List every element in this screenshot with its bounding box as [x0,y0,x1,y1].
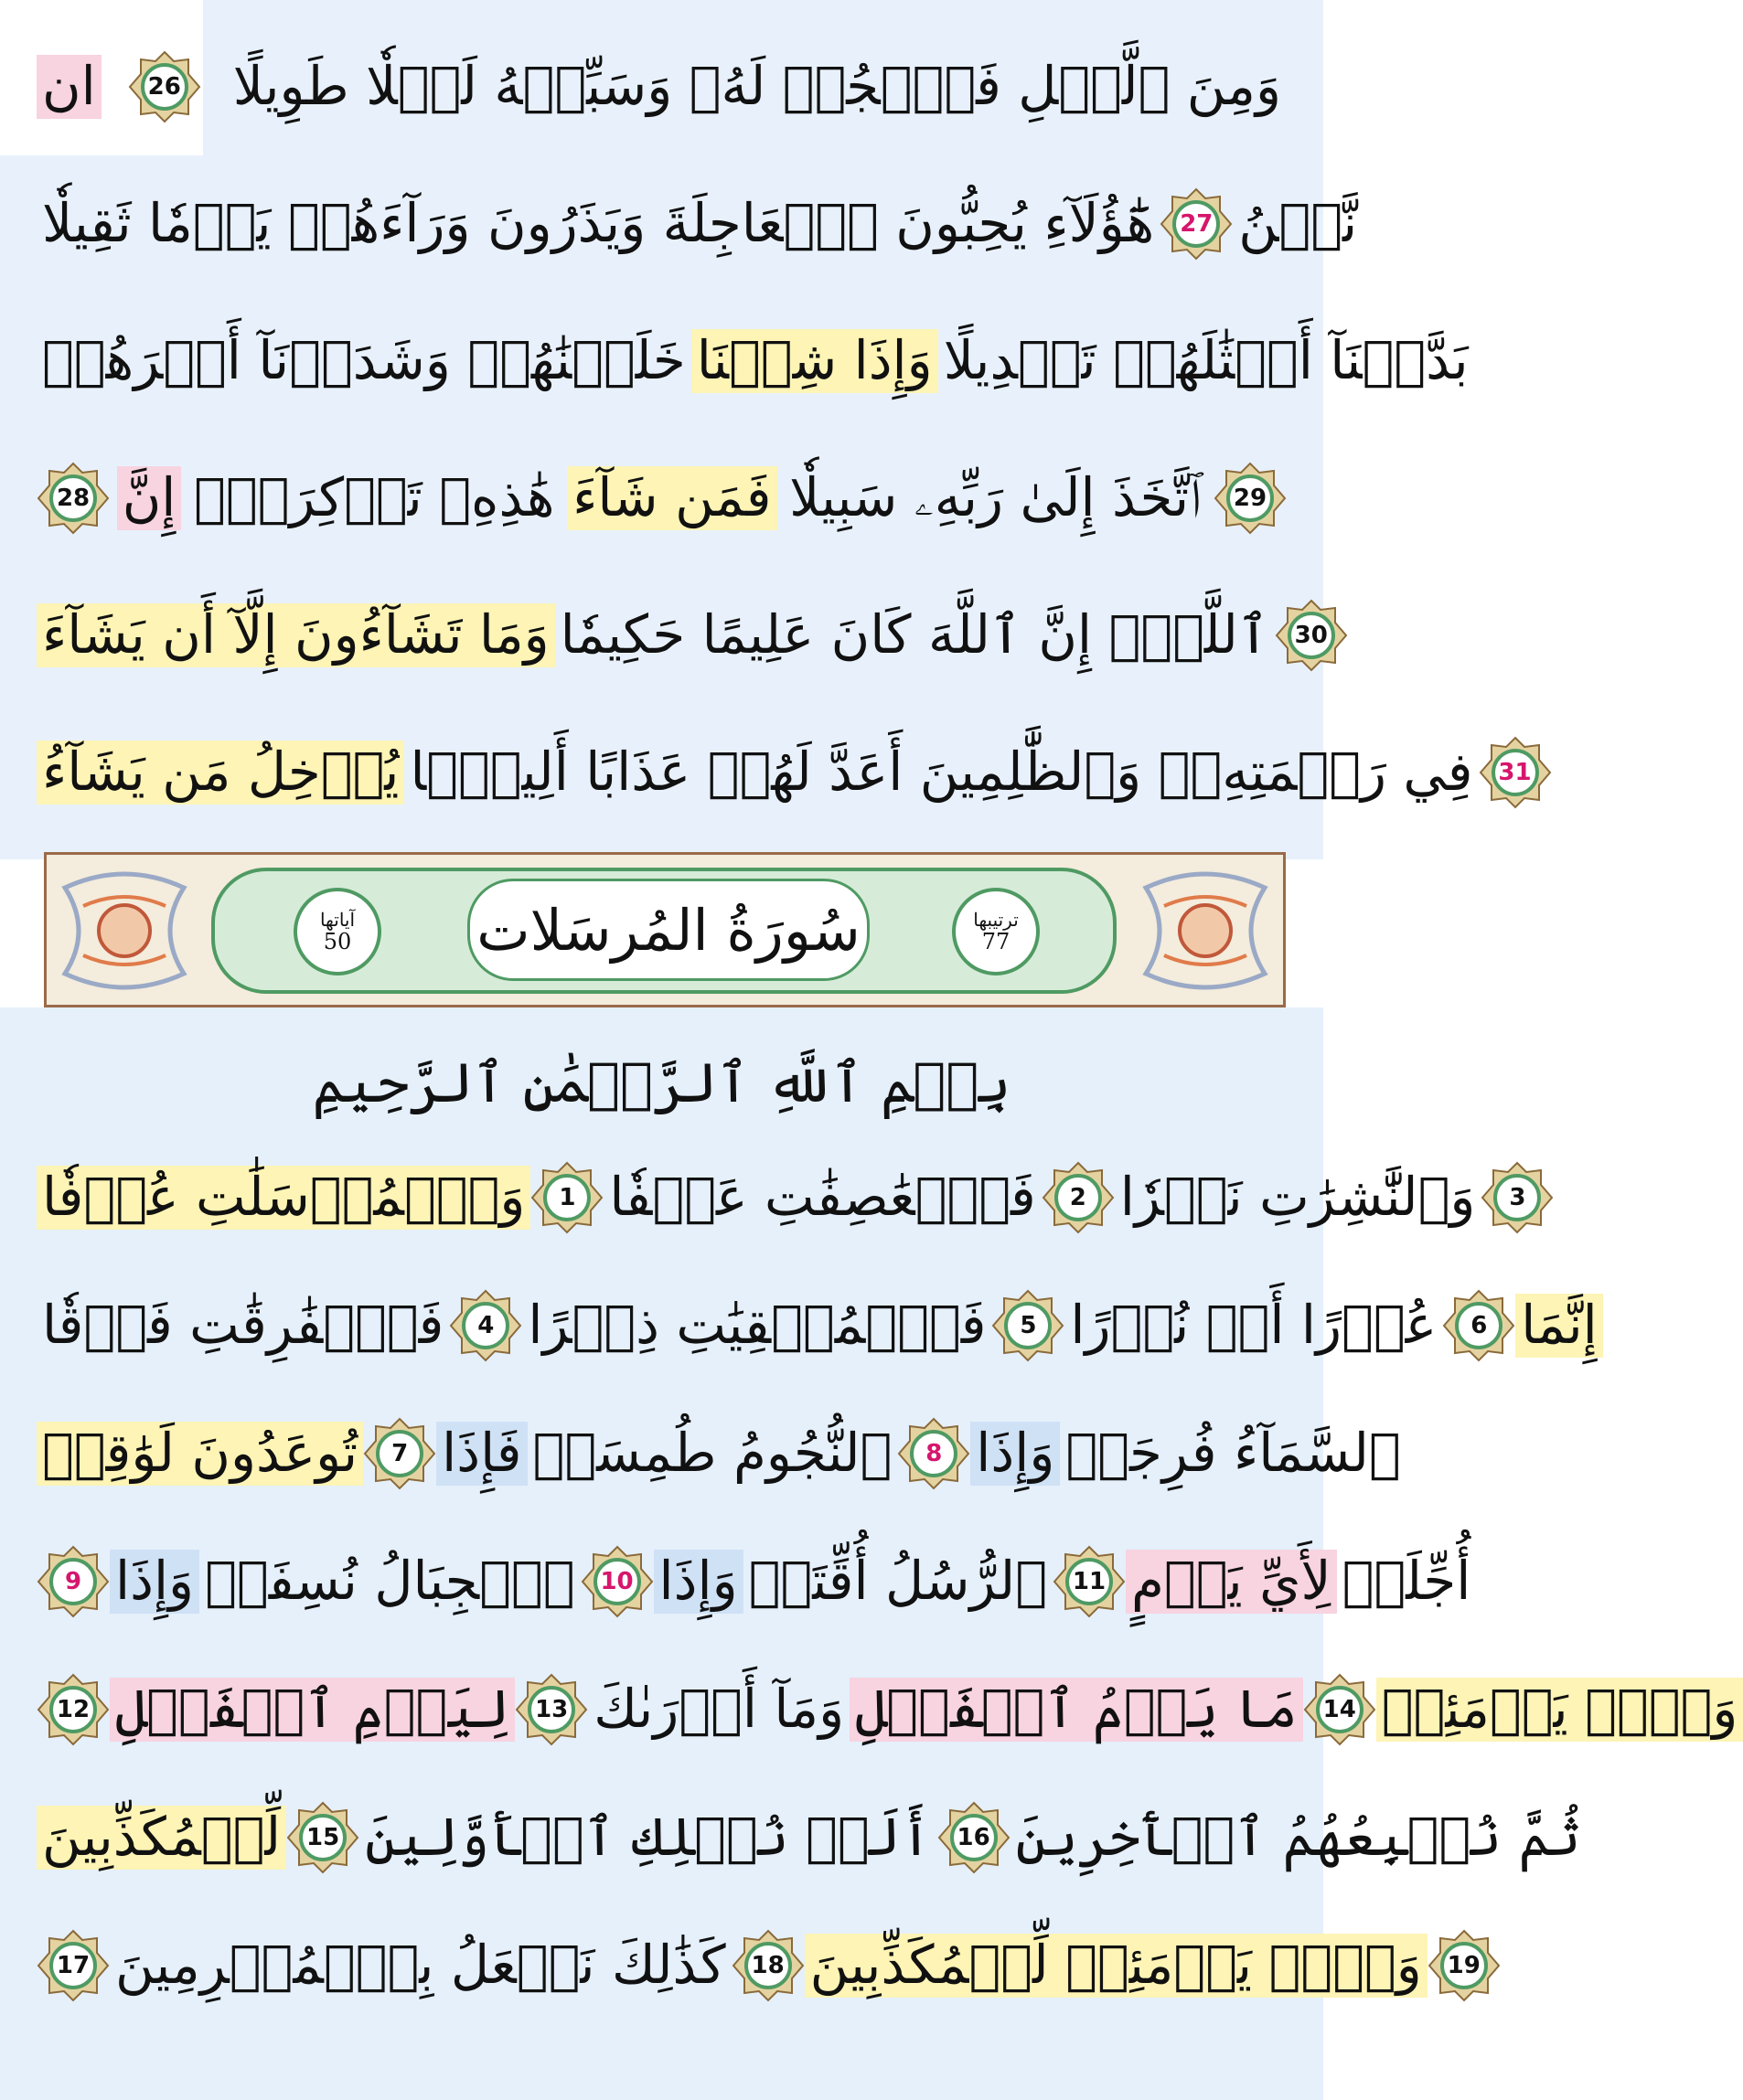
ayah-number-marker [1275,599,1348,672]
verse-text: ٱلرُّسُلُ أُقِّتَتۡ [748,1550,1048,1613]
verse-line [37,1134,1526,1262]
ayat-count-label: آياتها [319,908,356,931]
ayat-count-value: 50 [323,928,352,954]
ayah-number: 26 [147,73,181,101]
verse-text: خَلَقۡنَٰهُمۡ وَشَدَدۡنَآ أَسۡرَهُمۡ [42,329,686,392]
verse-text: كَذَٰلِكَ نَفۡعَلُ بِٱلۡمُجۡرِمِينَ [115,1934,726,1997]
ayah-number: 5 [1020,1312,1037,1339]
ayah-number: 11 [1072,1568,1107,1595]
verse-text: إِنَّ [117,466,182,530]
surah-order-medallion [952,888,1040,975]
ayah-number: 15 [306,1824,340,1851]
ayah-number: 10 [600,1568,634,1595]
verse-text: ان [37,55,102,119]
ayah-number-marker [530,1161,604,1234]
verse-line [37,1518,1471,1646]
verse-text: وَمَا تَشَآءُونَ إِلَّآ أَن يَشَآءَ [37,603,555,667]
ayah-number: 6 [1470,1312,1488,1339]
ayah-number: 4 [477,1312,495,1339]
verse-text: نَّحۡنُ [1238,192,1358,255]
ayah-number-marker [1303,1673,1376,1746]
ayah-number-marker [37,462,110,535]
verse-text: إِنَّمَا [1515,1294,1602,1358]
verse-text: وَإِذَا [654,1550,743,1614]
left-floral-ornament-icon [56,869,193,992]
verse-text: فَمَن شَآءَ [567,466,776,530]
ayah-number: 12 [56,1696,91,1723]
ayat-count-medallion [294,888,381,975]
basmala: بِسۡمِ ٱللَّهِ ٱلرَّحۡمَٰنِ ٱلرَّحِيمِ [312,1051,1011,1115]
ayah-number: 18 [751,1952,785,1979]
ayah-number-marker [449,1289,522,1362]
ayah-number-marker [1214,462,1287,535]
verse-text: يُدۡخِلُ مَن يَشَآءُ [37,741,404,805]
ayah-number-marker [897,1417,970,1490]
verse-text: وَإِذَا [110,1550,199,1614]
verse-text: فَٱلۡفَٰرِقَٰتِ فَرۡقٗا [42,1294,444,1357]
verse-line [37,1390,1401,1518]
verse-line [37,1774,1581,1902]
verse-text: فَإِذَا [436,1422,527,1486]
verse-text: ٱلسَّمَآءُ فُرِجَتۡ [1065,1422,1401,1485]
ayah-number-marker [128,50,201,123]
ayah-number-marker [1442,1289,1515,1362]
verse-text: هَٰٓؤُلَآءِ يُحِبُّونَ ٱلۡعَاجِلَةَ وَيَذَرُونَ وَرَآءَهُمۡ يَوۡمٗا ثَقِيلٗا [42,192,1155,255]
ayah-number-marker [581,1545,654,1618]
ayah-number: 9 [64,1568,82,1595]
verse-text: فَٱلۡعَٰصِفَٰتِ عَصۡفٗا [609,1166,1036,1229]
verse-text: فِي رَحۡمَتِهِۦۚ وَٱلظَّٰلِمِينَ أَعَدَّ لَهُمۡ عَذَابًا أَلِيمَۢا [410,741,1473,804]
ayah-number: 8 [925,1440,943,1467]
verse-text: وَيۡلٞ يَوۡمَئِذٖ لِّلۡمُكَذِّبِينَ [805,1934,1428,1998]
verse-text: وَمَآ أَدۡرَىٰكَ [593,1678,845,1741]
verse-line [37,160,1358,288]
verse-text: وَإِذَا [970,1422,1060,1486]
verse-line [37,571,1328,699]
ayah-number-marker [1160,187,1233,261]
ayah-number-marker [1428,1929,1501,2002]
ayah-number: 2 [1069,1184,1086,1211]
ayah-number-marker [37,1545,110,1618]
verse-text: ٱتَّخَذَ إِلَىٰ رَبِّهِۦ سَبِيلٗا [789,466,1202,529]
ayah-number-marker [732,1929,805,2002]
right-floral-ornament-icon [1137,869,1274,992]
verse-line [37,434,1287,562]
verse-text: أَلَمۡ نُهۡلِكِ ٱلۡأَوَّلِينَ [365,1806,932,1869]
ayah-number: 19 [1447,1952,1481,1979]
ayah-number: 31 [1498,759,1532,786]
ayah-number: 29 [1233,485,1267,512]
ayah-number-marker [286,1801,359,1874]
verse-text: ٱللَّهُۚ إِنَّ ٱللَّهَ كَانَ عَلِيمًا حَكِيمٗا [560,603,1269,666]
verse-text: عُذۡرًا أَوۡ نُذۡرًا [1070,1294,1438,1357]
verse-text: ثُمَّ نُتۡبِعُهُمُ ٱلۡأٓخِرِينَ [1015,1806,1581,1869]
surah-title: سُورَةُ المُرسَلات [467,879,870,981]
verse-text: وَإِذَا شِئۡنَا [691,329,938,393]
ayah-number: 17 [56,1952,91,1979]
ayah-number-marker [937,1801,1011,1874]
ayah-number: 14 [1322,1696,1356,1723]
verse-text: تُوعَدُونَ لَوَٰقِعٞ [37,1422,363,1486]
ayah-number-marker [1479,736,1552,809]
verse-text: مَا يَوۡمُ ٱلۡفَصۡلِ [850,1678,1303,1742]
verse-text: وَيۡلٞ يَوۡمَئِذٖ [1376,1678,1743,1742]
verse-line [37,709,1532,837]
ayah-number-marker [363,1417,436,1490]
surah-order-value: 77 [981,928,1011,954]
verse-text: هَٰذِهِۦ تَذۡكِرَةٞۖ [194,466,555,529]
ayah-number-marker [1481,1161,1554,1234]
verse-text: لِّلۡمُكَذِّبِينَ [37,1806,286,1870]
surah-order-label: ترتيبها [973,908,1019,931]
verse-text: أُجِّلَتۡ [1342,1550,1471,1613]
ayah-number: 28 [56,485,91,512]
ayah-number-marker [1042,1161,1115,1234]
ayah-number-marker [1053,1545,1126,1618]
ayah-number: 1 [559,1184,576,1211]
ayah-number-marker [991,1289,1064,1362]
verse-line [37,1262,1598,1390]
verse-text: وَٱلۡمُرۡسَلَٰتِ عُرۡفٗا [37,1166,530,1230]
verse-text: وَمِنَ ٱلَّيۡلِ فَٱسۡجُدۡ لَهُۥ وَسَبِّحۡهُ لَيۡلٗا طَوِيلًا [232,55,1281,118]
verse-text: بَدَّلۡنَآ أَمۡثَٰلَهُمۡ تَبۡدِيلًا [943,329,1469,392]
verse-line [37,23,1287,151]
verse-text: لِأَيِّ يَوۡمٍ [1126,1550,1337,1614]
verse-line [37,297,1469,425]
surah-header-frame [44,852,1286,1007]
verse-text: لِيَوۡمِ ٱلۡفَصۡلِ [110,1678,515,1742]
ayah-number-marker [37,1929,110,2002]
verse-text: ٱلنُّجُومُ طُمِسَتۡ [532,1422,893,1485]
ayah-number-marker [515,1673,588,1746]
ayah-number: 30 [1294,622,1328,649]
verse-text: فَٱلۡمُلۡقِيَٰتِ ذِكۡرًا [528,1294,987,1357]
verse-line [37,1646,1738,1774]
verse-text: وَٱلنَّٰشِرَٰتِ نَشۡرٗا [1119,1166,1476,1229]
verse-text: ٱلۡجِبَالُ نُسِفَتۡ [205,1550,575,1613]
ayah-number: 27 [1180,210,1214,238]
ayah-number: 16 [957,1824,990,1851]
ayah-number: 7 [391,1440,409,1467]
verse-line [37,1902,1481,2030]
ayah-number: 3 [1509,1184,1526,1211]
ayah-number: 13 [535,1696,569,1723]
ayah-number-marker [37,1673,110,1746]
